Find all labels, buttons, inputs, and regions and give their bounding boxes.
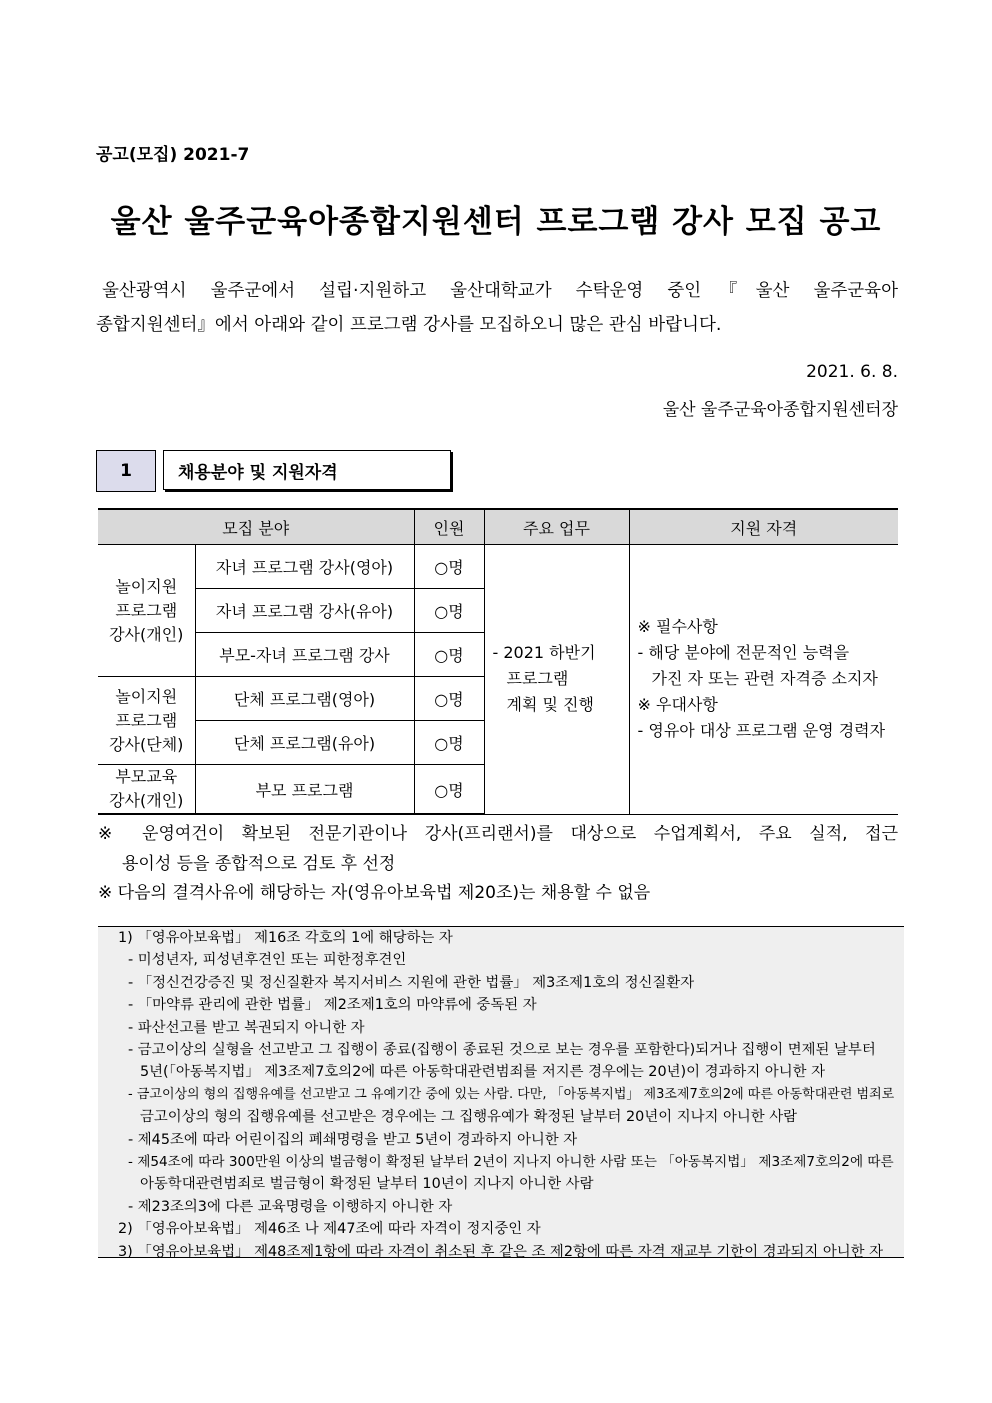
category-line: 강사(개인) [109, 624, 184, 644]
notice-date: 2021. 6. 8. [806, 362, 898, 382]
table-row [98, 545, 898, 589]
qualification-line: ※ 필수사항 [637, 617, 718, 637]
disqualification-note: ※ 다음의 결격사유에 해당하는 자(영유아보육법 제20조)는 채용할 수 없음 [98, 883, 651, 903]
program-name: 자녀 프로그램 강사(유아) [195, 589, 414, 633]
program-name: 단체 프로그램(유아) [195, 721, 414, 765]
category-cell [98, 545, 195, 677]
disqualification-item: 1) 「영유아보육법」 제16조 각호의 1에 해당하는 자 [118, 930, 453, 946]
notice-number: 공고(모집) 2021-7 [96, 145, 250, 165]
intro-line-2: 종합지원센터』에서 아래와 같이 프로그램 강사를 모집하오니 많은 관심 바랍니다. [96, 315, 722, 335]
table-header-row [98, 509, 898, 545]
disqualification-item: 2) 「영유아보육법」 제46조 나 제47조에 따라 자격이 정지중인 자 [118, 1221, 541, 1238]
category-line: 놀이지원 [115, 576, 178, 596]
intro-line-1: 울산광역시 울주군에서 설립·지원하고 울산대학교가 수탁운영 중인『울산 울주군육아 [102, 281, 898, 301]
category-line: 강사(단체) [109, 734, 184, 754]
disqualification-item: - 제54조에 따라 300만원 이상의 벌금형이 확정된 날부터 2년이 지나지 아니한 사람 또는 「아동복지법」 제3조제7호의2에 따른 [128, 1154, 894, 1171]
head-count: ○명 [414, 677, 484, 721]
head-count: ○명 [414, 589, 484, 633]
disqualification-item: - 파산선고를 받고 복권되지 아니한 자 [128, 1019, 365, 1036]
category-cell [98, 765, 195, 815]
category-line: 부모교육 [115, 767, 178, 786]
disqualification-item: - 제23조의3에 다른 교육명령을 이행하지 아니한 자 [128, 1198, 453, 1215]
page-title: 울산 울주군육아종합지원센터 프로그램 강사 모집 공고 [110, 204, 882, 240]
disqualification-item: - 미성년자, 피성년후견인 또는 피한정후견인 [128, 952, 407, 969]
disqualification-item: - 제45조에 따라 어린이집의 폐쇄명령을 받고 5년이 경과하지 아니한 자 [128, 1131, 578, 1148]
issuer-name: 울산 울주군육아종합지원센터장 [662, 400, 898, 420]
disqualification-item: 금고이상의 형의 집행유예를 선고받은 경우에는 그 집행유예가 확정된 날부터 20년이 지나지 아니한 사람 [140, 1109, 798, 1126]
qualification-line: - 영유아 대상 프로그램 운영 경력자 [637, 721, 886, 741]
head-count: ○명 [414, 545, 484, 589]
duty-cell [484, 545, 629, 815]
selection-note-line-2: 용이성 등을 종합적으로 검토 후 선정 [122, 854, 396, 874]
qualification-line: - 해당 분야에 전문적인 능력을 [637, 643, 850, 663]
section-title: 채용분야 및 지원자격 [163, 450, 451, 490]
disqualification-item: 3) 「영유아보육법」 제48조제1항에 따라 자격이 취소된 후 같은 조 제2항에 따른 자격 재교부 기한이 경과되지 아니한 자 [118, 1243, 884, 1260]
disqualification-item: - 「마약류 관리에 관한 법률」 제2조제1호의 마약류에 중독된 자 [128, 997, 537, 1014]
qualification-line: ※ 우대사항 [637, 695, 718, 715]
head-count: ○명 [414, 633, 484, 677]
section-number: 1 [96, 450, 156, 492]
header-count: 인원 [414, 509, 484, 545]
duty-line: - 2021 하반기 [492, 643, 596, 663]
qualification-line: 가진 자 또는 관련 자격증 소지자 [651, 669, 878, 689]
qualification-cell [629, 545, 898, 815]
disqualification-box [98, 926, 904, 1258]
header-qualification: 지원 자격 [629, 509, 898, 545]
disqualification-item: - 금고이상의 형의 집행유예를 선고받고 그 유예기간 중에 있는 사람. 다만, 「아동복지법」 제3조제7호의2에 따른 아동학대관련 범죄로 [128, 1086, 895, 1102]
category-line: 프로그램 [115, 600, 178, 620]
duty-line: 계획 및 진행 [506, 695, 594, 715]
disqualification-item: 5년(「아동복지법」 제3조제7호의2에 따른 아동학대관련범죄를 저지른 경우에는 20년)이 경과하지 아니한 자 [140, 1064, 825, 1081]
category-line: 프로그램 [115, 710, 178, 730]
header-duty: 주요 업무 [484, 509, 629, 545]
disqualification-item: 아동학대관련범죄로 벌금형이 확정된 날부터 10년이 지나지 아니한 사람 [140, 1176, 594, 1193]
program-name: 자녀 프로그램 강사(영아) [195, 545, 414, 589]
disqualification-item: - 금고이상의 실형을 선고받고 그 집행이 종료(집행이 종료된 것으로 보는 경우를 포함한다)되거나 집행이 면제된 날부터 [128, 1042, 876, 1059]
selection-note-line-1: ※ 운영여건이 확보된 전문기관이나 강사(프리랜서)를 대상으로 수업계획서, 주요 실적, 접근 [98, 824, 898, 844]
category-cell [98, 677, 195, 765]
header-field: 모집 분야 [98, 509, 414, 545]
category-line: 강사(개인) [109, 791, 184, 810]
program-name: 단체 프로그램(영아) [195, 677, 414, 721]
head-count: ○명 [414, 721, 484, 765]
intro-paragraph [96, 274, 898, 342]
program-name: 부모-자녀 프로그램 강사 [195, 633, 414, 677]
disqualification-item: - 「정신건강증진 및 정신질환자 복지서비스 지원에 관한 법률」 제3조제1호의 정신질환자 [128, 974, 695, 991]
category-line: 놀이지원 [115, 686, 178, 706]
head-count: ○명 [414, 765, 484, 815]
recruitment-table [98, 508, 898, 815]
selection-note [98, 819, 898, 879]
duty-line: 프로그램 [506, 669, 569, 689]
program-name: 부모 프로그램 [195, 765, 414, 815]
